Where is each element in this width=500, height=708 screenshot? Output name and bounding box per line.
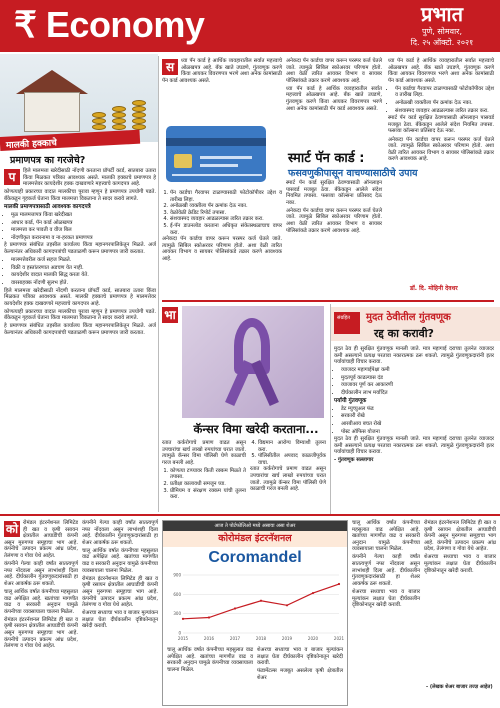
article2-byline: डॉ. दि. मोहिनी देवधर: [410, 285, 458, 292]
article3-alt-points: [334, 406, 494, 435]
article4-intro: रतात कर्करोगाचे प्रमाण वाढत असून उपचारांचा खर्च लाखो रुपयांच्या घरात जातो. त्यामुळे कॅन्सर विमा पॉलिसी घेणे काळाची गरज बनली आहे.: [162, 440, 246, 466]
list-item: • आरबीआय बचत रोखे: [341, 421, 494, 428]
chart-x-tick-label: 2019: [281, 636, 293, 641]
article3-alt-head: पर्यायी गुंतवणूक: [334, 397, 367, 404]
article1-dropcap: प: [4, 169, 20, 185]
article3-byline: - गुंतवणूक सल्लागार: [334, 457, 374, 464]
article3-headline: रद्द का करावी?: [374, 327, 434, 340]
issue-date: दि. २५ ऑक्टो. २०२१: [410, 38, 474, 47]
article5-col2-text3: रोमंडल इंटरनॅशनल लिमिटेड ही खत व कृषी रसायन क्षेत्रातील आघाडीची कंपनी असून मुरुगप्पा समूहाचा भाग आहे. कंपनीचे उत्पादन प्रकल्प आंध्र प्रदेश, तेलंगणा व गोवा येथे आहेत.: [82, 575, 158, 609]
list-item: 2. अनोळखी व्यक्तीला पॅन क्रमांक देऊ नका.: [170, 203, 282, 210]
house-icon: [24, 92, 80, 132]
article2-col3: [286, 180, 382, 300]
article2-intro-text: ध्या पॅन कार्ड हे आर्थिक व्यवहारातील सर्वात महत्त्वाचे ओळखपत्र आहे. बँक खाते उघडणे, गुंतवणूक करणे किंवा आयकर विवरणपत्र भरणे अशा अनेक कामांसाठी पॅन कार्ड आवश्यक असते.: [162, 58, 282, 84]
list-item: • व्याजावर पूर्ण कर आकारणी: [341, 382, 494, 389]
article5-col2-text4: शेअरचा सध्याचा भाव व बाजार मूल्यांकन लक्षात घेता दीर्घकालीन दृष्टिकोनातून खरेदी करावी.: [82, 610, 159, 630]
list-item: 3. वेळोवेळी क्रेडिट रिपोर्ट तपासा.: [170, 210, 282, 217]
article2-col4-text3: अनेकदा पॅन कार्डचा वापर करून परस्पर कर्ज घेतले जाते. त्यामुळे सिबिल स्कोअरवर परिणाम होतो. अशा वेळी त्वरित आयकर विभाग व सायबर पोलिसांकडे तक्रार करणे आवश्यक आहे.: [388, 136, 494, 163]
article4-body1: [162, 440, 246, 516]
feature-text2-p: शेअरचा सध्याचा भाव व बाजार मूल्यांकन लक्षात घेता दीर्घकालीन दृष्टिकोनातून खरेदी करावी.: [257, 647, 343, 667]
article5-col2-text2: चालू आर्थिक वर्षात कंपनीच्या महसुलात वाढ अपेक्षित आहे. खतांच्या मागणीत वाढ व सरकारी अनुदान यामुळे कंपनीच्या व्यवसायाला चालना मिळेल.: [82, 547, 158, 574]
article2-col2: [286, 58, 382, 142]
article5-col4-text: रोमंडल इंटरनॅशनल लिमिटेड ही खत व कृषी रसायन क्षेत्रातील आघाडीची कंपनी असून मुरुगप्पा समूहाचा भाग आहे. कंपनीचे उत्पादन प्रकल्प आंध्र प्रदेश, तेलंगणा व गोवा येथे आहेत.: [424, 520, 496, 553]
list-item: • मूळ मालमत्तापत्र किंवा खरेदीखत: [11, 212, 156, 219]
article2-intro: [162, 58, 282, 118]
coromandel-logo: [163, 549, 347, 567]
article1-doc-list: [4, 212, 156, 241]
article2-col3-text2: अनेकदा पॅन कार्डचा वापर करून परस्पर कर्ज घेतले जाते. त्यामुळे सिबिल स्कोअरवर परिणाम होतो. अशा वेळी त्वरित आयकर विभाग व सायबर पोलिसांकडे तक्रार करणे आवश्यक आहे.: [286, 207, 382, 234]
article5-byline: - (लेखक शेअर बाजार तज्ज्ञ आहेत): [426, 684, 493, 690]
chart-y-tick-label: 0: [178, 630, 181, 636]
article1-para3-cont: हे प्रमाणपत्र संबंधित तहसील कार्यालय किंवा महानगरपालिकेतून मिळते. अर्ज केल्यानंतर अधिकारी कागदपत्रांची पडताळणी करून प्रमाणपत्र जारी करतात.: [4, 323, 156, 337]
article2-para2: अनेकदा पॅन कार्डचा वापर करून परस्पर कर्ज घेतले जाते. त्यामुळे सिबिल स्कोअरवर परिणाम होतो. अशा वेळी त्वरित आयकर विभाग व सायबर पोलिसांकडे तक्रार करणे आवश्यक आहे.: [162, 236, 282, 262]
chart-x-tick-label: 2016: [203, 636, 215, 641]
feature-text1: [167, 647, 253, 703]
article5-dropcap: को: [5, 522, 19, 536]
article1-para3: हे प्रमाणपत्र संबंधित तहसील कार्यालय किंवा महानगरपालिकेतून मिळते. अर्ज केल्यानंतर अधिकारी कागदपत्रांची पडताळणी करून प्रमाणपत्र जारी करतात.: [4, 242, 156, 256]
article2-points-col: [162, 190, 282, 302]
chart-y-tick-label: 900: [173, 572, 181, 578]
feature-title: कोरोमंडल इंटरनॅशनल: [163, 531, 347, 547]
article4-dropcap-box: [162, 306, 180, 322]
article3-points: [334, 367, 494, 396]
house-roof-icon: [16, 70, 88, 94]
list-item: 5. ई-पॅन डाउनलोड करताना अधिकृत संकेतस्थळाचाच वापर करा.: [170, 223, 282, 236]
feature-footer: फंडामेंटल्स मजबूत असलेला कृषी क्षेत्रातील शेअर: [257, 668, 343, 681]
list-item: • दीर्घकालीन लाभ मर्यादित: [341, 390, 494, 397]
article5-text: रोमंडल इंटरनॅशनल लिमिटेड ही खत व कृषी रसायन क्षेत्रातील आघाडीची कंपनी असून मुरुगप्पा समूहाचा भाग आहे. कंपनीचे उत्पादन प्रकल्प आंध्र प्रदेश, तेलंगणा व गोवा येथे आहेत.: [4, 520, 78, 559]
article1-headline-kicker: मालकी हक्काचे: [5, 138, 58, 151]
pan-card-illustration: [162, 120, 270, 186]
article5-col3-text: चालू आर्थिक वर्षात कंपनीच्या महसुलात वाढ अपेक्षित आहे. खतांच्या मागणीत वाढ व सरकारी अनुदान यामुळे कंपनीच्या व्यवसायाला चालना मिळेल.: [352, 520, 420, 553]
article2-headline-sub: फसवणुकीपासून वाचण्यासाठीचे उपाय: [288, 168, 418, 179]
list-item: • मुदतपूर्व काढल्यास दंड: [341, 375, 494, 382]
chart-point: [312, 592, 314, 594]
article5-col2-text: कंपनीने गेल्या काही वर्षांत सातत्यपूर्ण नफा नोंदवला असून लाभांशही दिला आहे. दीर्घकालीन गुंतवणूकदारांसाठी हा शेअर आकर्षक ठरू शकतो.: [82, 520, 158, 546]
article1-subhead: मालकी प्रमाणपत्रासाठी आवश्यक कागदपत्रे: [4, 203, 91, 210]
article1-para2: कोणत्याही प्रकारच्या वादात मालकीचा पुरावा म्हणून हे प्रमाणपत्र उपयोगी पडते. बँकेकडून गृहकर्ज घेताना किंवा मालमत्ता विकताना ते सादर करावे लागते.: [4, 189, 156, 202]
list-item: • व्याजदर महागाईपेक्षा कमी: [341, 367, 494, 374]
section-rule: [0, 514, 500, 516]
feature-text2: [257, 647, 343, 703]
article5-col4: [424, 520, 496, 680]
article4-intro-cont: रतात कर्करोगाचे प्रमाण वाढत असून उपचारांचा खर्च लाखो रुपयांच्या घरात जातो. त्यामुळे कॅन्सर विमा पॉलिसी घेणे काळाची गरज बनली आहे.: [250, 466, 326, 493]
brand-logo: प्रभात: [420, 2, 464, 26]
article1-headline: प्रमाणपत्र का गरजेचे?: [10, 155, 86, 166]
article2-col4-text: ध्या पॅन कार्ड हे आर्थिक व्यवहारातील सर्वात महत्त्वाचे ओळखपत्र आहे. बँक खाते उघडणे, गुंतवणूक करणे किंवा आयकर विवरणपत्र भरणे अशा अनेक कामांसाठी पॅन कार्ड आवश्यक असते.: [388, 58, 494, 84]
chart-x-tick-label: 2020: [307, 636, 319, 641]
article2-dropcap: स: [162, 59, 178, 75]
chart-x-tick-label: 2021: [333, 636, 345, 641]
article5-text2-cont: रोमंडल इंटरनॅशनल लिमिटेड ही खत व कृषी रसायन क्षेत्रातील आघाडीची कंपनी असून मुरुगप्पा समूहाचा भाग आहे. कंपनीचे उत्पादन प्रकल्प आंध्र प्रदेश, तेलंगणा व गोवा येथे आहेत.: [4, 616, 78, 650]
list-item: • आधार कार्ड, पॅन कार्ड ओळखपत्र: [11, 220, 156, 227]
article5-col4-text2: शेअरचा सध्याचा भाव व बाजार मूल्यांकन लक्षात घेता दीर्घकालीन दृष्टिकोनातून खरेदी करावी.: [424, 554, 496, 574]
article1-body: [4, 168, 156, 504]
chart-point: [286, 604, 288, 606]
cancer-ribbon-photo: [182, 306, 324, 418]
chart-y-tick-label: 600: [173, 591, 181, 597]
article4-headline: कॅन्सर विमा खरेदी करताना...: [193, 422, 319, 436]
list-item: • वारसाहक्क नोंदणी सुलभ होते.: [11, 280, 156, 287]
list-item: • कायदेशीर वादात मालकी सिद्ध करता येते.: [11, 272, 156, 279]
chart-x-tick-label: 2015: [177, 636, 189, 641]
article2-headline-main: स्मार्ट पॅन कार्ड :: [288, 151, 365, 166]
article1-para2-cont: कोणत्याही प्रकारच्या वादात मालकीचा पुरावा म्हणून हे प्रमाणपत्र उपयोगी पडते. बँकेकडून गृहकर्ज घेताना किंवा मालमत्ता विकताना ते सादर करावे लागते.: [4, 308, 156, 322]
article5-col1: [4, 520, 78, 706]
list-item: • अनोळखी व्यक्तीला पॅन क्रमांक देऊ नका.: [395, 100, 494, 107]
article4-dropcap: भा: [162, 307, 178, 323]
list-item: • डेट म्युच्युअल फंड: [341, 406, 494, 413]
article2-col4-list: [388, 86, 494, 114]
section-title: ₹ Economy: [14, 4, 205, 45]
article3-tag: संग्रहित: [334, 312, 360, 334]
chart-point: [260, 600, 262, 602]
article2-points: [162, 190, 282, 236]
list-item: 3. प्रीमियम व संरक्षण रक्कम यांची तुलना करा.: [170, 488, 246, 501]
article4-points-cont: [250, 440, 326, 466]
chart-point: [208, 616, 210, 618]
article5-col3-text2: कंपनीने गेल्या काही वर्षांत सातत्यपूर्ण नफा नोंदवला असून लाभांशही दिला आहे. दीर्घकालीन गुंतवणूकदारांसाठी हा शेअर आकर्षक ठरू शकतो.: [352, 554, 420, 587]
issue-city: पुणे, सोमवार,: [421, 27, 462, 36]
list-item: 1. पॅन कार्डचा गैरवापर टाळण्यासाठी फोटोकॉपीवर उद्देश व तारीख लिहा.: [170, 190, 282, 203]
article5-col3-text3: शेअरचा सध्याचा भाव व बाजार मूल्यांकन लक्षात घेता दीर्घकालीन दृष्टिकोनातून खरेदी करावी.: [352, 588, 420, 609]
newspaper-brand: [394, 2, 490, 48]
article2-col4: [388, 58, 494, 282]
list-item: • पोस्ट ऑफिस योजना: [341, 429, 494, 436]
list-item: • विक्री व हस्तांतरणात अडचण येत नाही.: [11, 265, 156, 272]
article2-col4-text2: स्मार्ट पॅन कार्ड सुरक्षित ठेवण्यासाठी ऑनलाइन पासवर्ड मजबूत ठेवा. बँकेकडून आलेले संदेश नियमित तपासा. फसव्या कॉल्सना प्रतिसाद देऊ नका.: [388, 115, 494, 135]
chart-point: [182, 618, 184, 620]
list-item: 4. विद्यमान आरोग्य विम्याशी तुलना करा.: [258, 440, 326, 453]
article4-body2: [250, 440, 326, 516]
article1-para1: हिले मालमत्ता खरेदीसाठी नोंदणी करताना प्रॉपर्टी कार्ड, सातबारा उतारा किंवा मिळकत पत्रिका आवश्यक असते. मालकी हक्काचे प्रमाणपत्र हे मालमत्तेवर कायदेशीर हक्क दाखवणारे महत्त्वाचे कागदपत्र आहे.: [23, 168, 156, 188]
list-item: • मालमत्ता कर पावती व वीज बिल: [11, 227, 156, 234]
list-item: 5. पॉलिसीतील अपवाद काळजीपूर्वक वाचा.: [258, 453, 326, 466]
list-item: • नोंदणीकृत करारनामा व ना-हरकत प्रमाणपत्र: [11, 235, 156, 242]
column-divider: [158, 56, 159, 512]
article3-body: [334, 346, 494, 510]
list-item: 2. प्रतीक्षा कालावधी समजून घ्या.: [170, 481, 246, 488]
article5-text2: कंपनीने गेल्या काही वर्षांत सातत्यपूर्ण नफा नोंदवला असून लाभांशही दिला आहे. दीर्घकालीन गुंतवणूकदारांसाठी हा शेअर आकर्षक ठरू शकतो.: [4, 561, 78, 587]
coromandel-logo-text: Coromandel: [208, 549, 302, 566]
list-item: 1. कोणत्या टप्प्यावर किती रक्कम मिळते ते तपासा.: [170, 468, 246, 481]
article3-text-cont: मुदत ठेव ही सुरक्षित गुंतवणूक मानली जाते. मात्र महागाई दराच्या तुलनेत व्याजदर कमी असल्याने प्रत्यक्ष परतावा नकारात्मक ठरू शकतो. त्यामुळे गुंतवणूकदारांनी इतर पर्यायांचाही विचार करावा.: [334, 436, 494, 456]
feature-head: आज ते पोर्टफोलिओ मध्ये असावा असा शेअर: [163, 521, 347, 531]
article2-col3-text: स्मार्ट पॅन कार्ड सुरक्षित ठेवण्यासाठी ऑनलाइन पासवर्ड मजबूत ठेवा. बँकेकडून आलेले संदेश नियमित तपासा. फसव्या कॉल्सना प्रतिसाद देऊ नका.: [286, 180, 382, 206]
chart-point: [234, 607, 236, 609]
share-price-chart: [167, 571, 343, 643]
section-rule: [162, 300, 494, 302]
chart-x-tick-label: 2018: [255, 636, 267, 641]
feature-text1-p: चालू आर्थिक वर्षात कंपनीच्या महसुलात वाढ अपेक्षित आहे. खतांच्या मागणीत वाढ व सरकारी अनुदान यामुळे कंपनीच्या व्यवसायाला चालना मिळेल.: [167, 647, 253, 673]
house-money-illustration: [0, 54, 158, 142]
chart-y-tick-label: 300: [173, 611, 181, 617]
chart-point: [338, 583, 340, 585]
article2-col2-text2: ध्या पॅन कार्ड हे आर्थिक व्यवहारातील सर्वात महत्त्वाचे ओळखपत्र आहे. बँक खाते उघडणे, गुंतवणूक करणे किंवा आयकर विवरणपत्र भरणे अशा अनेक कामांसाठी पॅन कार्ड आवश्यक असते.: [286, 85, 382, 112]
article5-text-cont: चालू आर्थिक वर्षात कंपनीच्या महसुलात वाढ अपेक्षित आहे. खतांच्या मागणीत वाढ व सरकारी अनुदान यामुळे कंपनीच्या व्यवसायाला चालना मिळेल.: [4, 588, 78, 615]
list-item: • पॅन कार्डचा गैरवापर टाळण्यासाठी फोटोकॉपीवर उद्देश व तारीख लिहा.: [395, 86, 494, 99]
coins-icon: [92, 98, 148, 132]
list-item: 4. संशयास्पद व्यवहार आढळल्यास त्वरित तक्रार करा.: [170, 216, 282, 223]
article5-col2: [82, 520, 158, 706]
article3-headline-kicker: मुदत ठेवीतील गुंतवणूक: [366, 312, 451, 323]
article4-points: [162, 468, 246, 501]
article5-col3: [352, 520, 420, 706]
masthead: [0, 0, 500, 52]
list-item: • मालमत्तेवरील कर्ज सहज मिळते.: [11, 257, 156, 264]
chart-x-tick-label: 2017: [229, 636, 241, 641]
article1-benefit-list: [4, 257, 156, 286]
list-item: • संशयास्पद व्यवहार आढळल्यास त्वरित तक्रार करा.: [395, 108, 494, 115]
article1-para1-cont: हिले मालमत्ता खरेदीसाठी नोंदणी करताना प्रॉपर्टी कार्ड, सातबारा उतारा किंवा मिळकत पत्रिका आवश्यक असते. मालकी हक्काचे प्रमाणपत्र हे मालमत्तेवर कायदेशीर हक्क दाखवणारे महत्त्वाचे कागदपत्र आहे.: [4, 287, 156, 307]
article2-col2-text: अनेकदा पॅन कार्डचा वापर करून परस्पर कर्ज घेतले जाते. त्यामुळे सिबिल स्कोअरवर परिणाम होतो. अशा वेळी त्वरित आयकर विभाग व सायबर पोलिसांकडे तक्रार करणे आवश्यक आहे.: [286, 58, 382, 84]
list-item: • सरकारी रोखे: [341, 413, 494, 420]
article3-text: मुदत ठेव ही सुरक्षित गुंतवणूक मानली जाते. मात्र महागाई दराच्या तुलनेत व्याजदर कमी असल्याने प्रत्यक्ष परतावा नकारात्मक ठरू शकतो. त्यामुळे गुंतवणूकदारांनी इतर पर्यायांचाही विचार करावा.: [334, 346, 494, 366]
column-divider: [330, 304, 331, 514]
stock-feature-box: [162, 520, 348, 706]
